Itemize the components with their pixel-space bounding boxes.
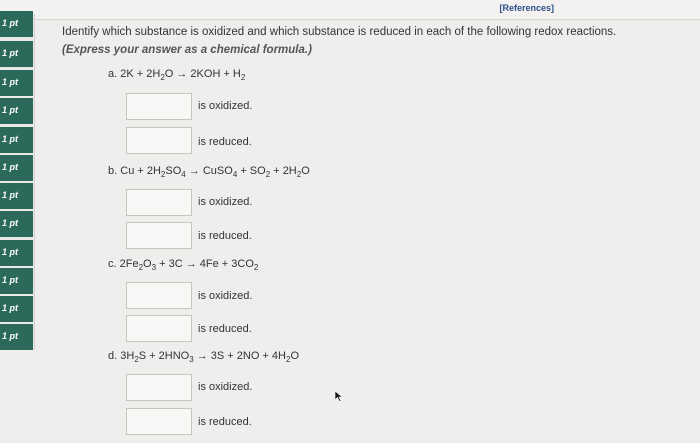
- point-badge: 1 pt: [0, 183, 33, 209]
- oxidized-label: is oxidized.: [198, 290, 253, 302]
- points-sidebar: [0, 14, 35, 350]
- reaction-d: [108, 350, 299, 364]
- reaction-label: b.: [108, 165, 118, 177]
- reaction-a-reduced-input[interactable]: [126, 127, 192, 154]
- reduced-label: is reduced.: [198, 416, 252, 428]
- reaction-c: [108, 258, 258, 272]
- point-badge: 1 pt: [0, 324, 33, 350]
- reaction-label: a.: [108, 68, 118, 80]
- oxidized-label: is oxidized.: [198, 381, 253, 393]
- reaction-c-reduced-input[interactable]: [126, 315, 192, 342]
- point-badge: 1 pt: [0, 296, 33, 322]
- point-badge: 1 pt: [0, 11, 33, 37]
- mouse-cursor-icon: [334, 390, 344, 402]
- reaction-a-oxidized-input[interactable]: [126, 93, 192, 120]
- point-badge: 1 pt: [0, 98, 33, 124]
- instruction-text: Identify which substance is oxidized and which substance is reduced in each of the following redox reactions.: [62, 26, 617, 38]
- reduced-label: is reduced.: [198, 230, 252, 242]
- point-badge: 1 pt: [0, 127, 33, 153]
- reaction-a: [108, 68, 245, 82]
- point-badge: 1 pt: [0, 41, 33, 67]
- reaction-b: [108, 165, 310, 179]
- oxidized-label: is oxidized.: [198, 196, 253, 208]
- answer-format-note: (Express your answer as a chemical formula.): [62, 44, 312, 56]
- question-area: [62, 0, 700, 443]
- reduced-label: is reduced.: [198, 136, 252, 148]
- point-badge: 1 pt: [0, 240, 33, 266]
- reaction-equation: $2Fe_2O_3 + 3C \to 4Fe + 3CO_2$: [119, 258, 259, 273]
- reaction-equation: $2K + 2H_2O \to 2KOH + H_2$: [120, 68, 246, 83]
- reaction-d-reduced-input[interactable]: [126, 408, 192, 435]
- reaction-d-oxidized-input[interactable]: [126, 374, 192, 401]
- reaction-label: c.: [108, 258, 117, 270]
- point-badge: 1 pt: [0, 70, 33, 96]
- point-badge: 1 pt: [0, 155, 33, 181]
- reaction-b-oxidized-input[interactable]: [126, 189, 192, 216]
- oxidized-label: is oxidized.: [198, 100, 253, 112]
- references-link[interactable]: [References]: [499, 3, 554, 13]
- reaction-c-oxidized-input[interactable]: [126, 282, 192, 309]
- reaction-b-reduced-input[interactable]: [126, 222, 192, 249]
- reaction-equation: $Cu + 2H_2SO_4$ → CuSO$_4$ + $SO_2 + 2H_2O$: [120, 165, 310, 180]
- reaction-label: d.: [108, 350, 118, 362]
- reduced-label: is reduced.: [198, 323, 252, 335]
- reaction-equation: $3H_2S + 2HNO_3 \to 3S + 2NO + 4H_2O$: [120, 350, 299, 365]
- point-badge: 1 pt: [0, 268, 33, 294]
- point-badge: 1 pt: [0, 211, 33, 237]
